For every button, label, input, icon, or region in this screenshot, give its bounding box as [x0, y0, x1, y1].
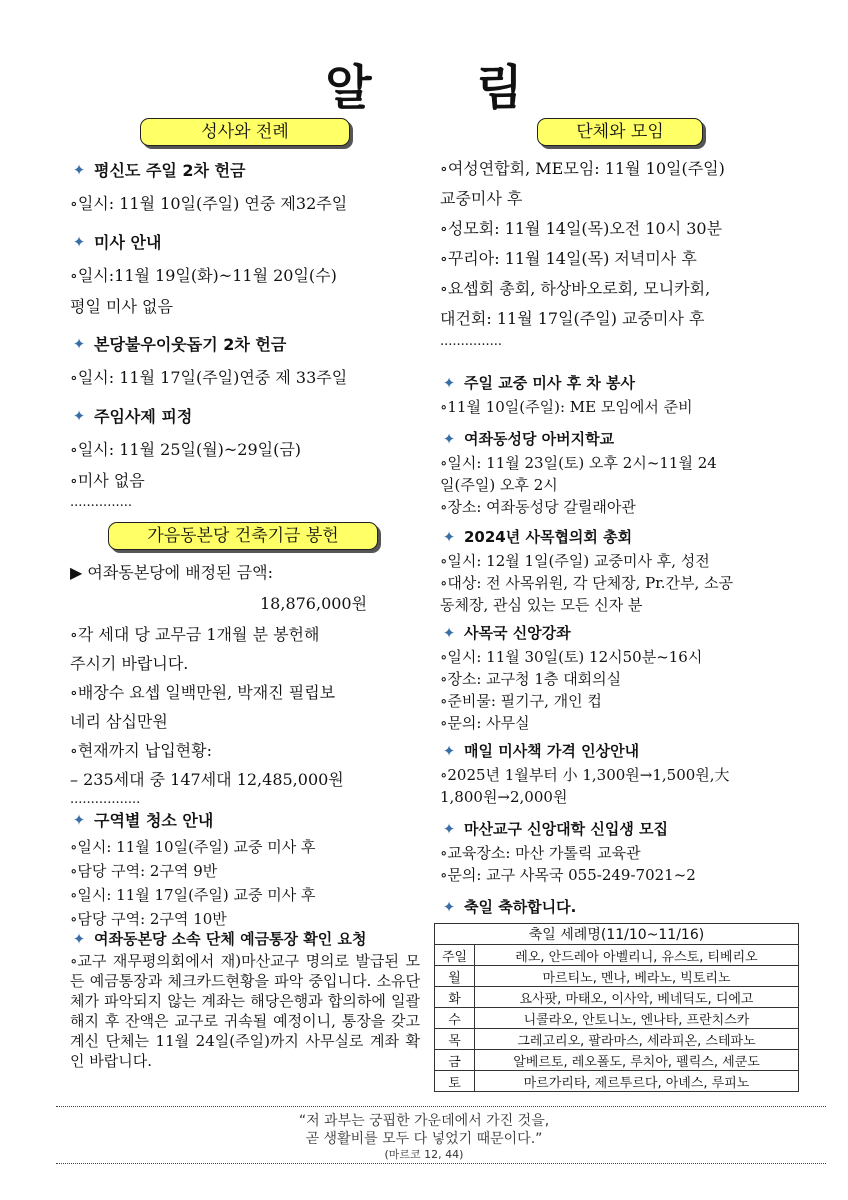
notice-bank-accounts: [70, 928, 420, 1071]
left-column: [70, 118, 420, 1070]
notice-line: ∘2025년 1월부터 小 1,300원→1,500원,大: [440, 766, 730, 784]
notice-line: ∘일시: 11월 17일(주일) 교중 미사 후: [70, 886, 316, 904]
notice-fathers-school: [440, 428, 717, 517]
meetings-list: [440, 154, 800, 349]
notice-tea-service: [440, 372, 693, 417]
fund-line: 네리 삼십만원: [70, 712, 168, 731]
notice-pastoral-council: [440, 526, 733, 615]
notice-cleaning: [70, 808, 316, 929]
notice-retreat: [70, 404, 301, 510]
notice-line: 일(주일) 오후 2시: [440, 476, 558, 494]
star-bullet-icon: ✦: [442, 819, 456, 838]
notice-line: ∘일시: 11월 30일(토) 12시50분~16시: [440, 648, 703, 666]
names-cell: 마르가리타, 제르투르다, 아녜스, 루피노: [475, 1071, 799, 1092]
notice-heading: 본당불우이웃돕기 2차 헌금: [94, 335, 287, 354]
notice-heading: 미사 안내: [94, 233, 162, 252]
notice-heading: 주임사제 피정: [94, 407, 193, 426]
notice-heading: 여좌동본당 소속 단체 예금통장 확인 요청: [94, 930, 367, 948]
star-bullet-icon: ✦: [442, 429, 456, 448]
table-row: [435, 1008, 799, 1029]
notice-missal-price: [440, 740, 730, 807]
notice-line: ∘미사 없음: [70, 471, 145, 490]
day-cell: 수: [435, 1008, 475, 1029]
table-row: [435, 987, 799, 1008]
notice-line: ∘대상: 전 사목위원, 각 단체장, Pr.간부, 소공: [440, 574, 734, 592]
fund-line: – 235세대 중 147세대 12,485,000원: [70, 770, 344, 789]
notice-heading: 여좌동성당 아버지학교: [464, 430, 615, 448]
names-cell: 그레고리오, 팔라마스, 세라피온, 스테파노: [475, 1029, 799, 1050]
notice-line: ∘교육장소: 마산 가톨릭 교육관: [440, 844, 641, 862]
notice-line: ∘일시: 11월 23일(토) 오후 2시~11월 24: [440, 454, 717, 472]
notice-heading: 2024년 사목협의회 총회: [464, 528, 633, 546]
notice-line: ∘장소: 교구청 1층 대회의실: [440, 670, 622, 688]
fund-line: ▶ 여좌동본당에 배정된 금액:: [70, 563, 273, 582]
notice-heading: 축일 축하합니다.: [464, 898, 577, 916]
star-bullet-icon: ✦: [72, 810, 86, 829]
notice-line: ∘장소: 여좌동성당 갈릴래아관: [440, 498, 636, 516]
names-cell: 니콜라오, 안토니노, 엔나타, 프란치스카: [475, 1008, 799, 1029]
meeting-line: ∘여성연합회, ME모임: 11월 10일(주일): [440, 159, 725, 178]
section-label-building-fund: 가음동본당 건축기금 봉헌: [108, 522, 378, 550]
notice-heading: 주일 교중 미사 후 차 봉사: [464, 374, 636, 392]
fund-line: ∘각 세대 당 교무금 1개월 분 봉헌해: [70, 625, 320, 644]
notice-heading: 평신도 주일 2차 헌금: [94, 161, 246, 180]
meeting-line: 교중미사 후: [440, 189, 523, 208]
names-cell: 마르티노, 멘나, 베라노, 빅토리노: [475, 966, 799, 987]
names-cell: 요사팟, 마태오, 이사악, 베네딕도, 디에고: [475, 987, 799, 1008]
meeting-line: ∘성모회: 11월 14일(목)오전 10시 30분: [440, 219, 723, 238]
feast-section: [440, 896, 799, 1092]
dotted-separator: ...............: [440, 334, 502, 349]
notice-line: 동체장, 관심 있는 모든 신자 분: [440, 596, 643, 614]
day-cell: 월: [435, 966, 475, 987]
notice-line: ∘일시: 12월 1일(주일) 교중미사 후, 성전: [440, 552, 710, 570]
day-cell: 목: [435, 1029, 475, 1050]
star-bullet-icon: ✦: [442, 373, 456, 392]
notice-paragraph: ∘교구 재무평의회에서 재)마산교구 명의로 발급된 모든 예금통장과 체크카드현황을 파악 중입니다. 소유단체가 파악되지 않는 계좌는 해당은행과 합의하에 일괄 해지 후 잔액은 교구로 귀속될 예정이니, 통장을 갖고 계신 단체는 11월 24일(주일)까지 사무실로 계좌 확인 바랍니다.: [70, 952, 420, 1070]
section-label-groups: 단체와 모임: [537, 118, 703, 146]
day-cell: 화: [435, 987, 475, 1008]
notice-line: ∘일시: 11월 25일(월)~29일(금): [70, 440, 302, 459]
notice-line: ∘문의: 교구 사목국 055-249-7021~2: [440, 866, 696, 884]
footer-bottom-rule: [56, 1163, 826, 1164]
fund-line: ∘현재까지 납입현황:: [70, 741, 212, 760]
page-title: 알 림: [325, 60, 567, 116]
star-bullet-icon: ✦: [442, 623, 456, 642]
feast-table-title: 축일 세례명(11/10~11/16): [435, 924, 799, 945]
star-bullet-icon: ✦: [72, 406, 86, 425]
table-row: [435, 1071, 799, 1092]
notice-heading: 사목국 신앙강좌: [464, 624, 571, 642]
footer-quote-line-2: 곧 생활비를 모두 다 넣었기 때문이다.”: [305, 1131, 543, 1147]
dotted-separator: .................: [70, 792, 141, 807]
notice-faith-college: [440, 818, 696, 885]
table-row: [435, 1029, 799, 1050]
notice-line: 평일 미사 없음: [70, 297, 173, 316]
notice-line: ∘일시: 11월 10일(주일) 교중 미사 후: [70, 838, 316, 856]
fund-line: 주시기 바랍니다.: [70, 654, 189, 673]
footer-top-rule: [56, 1106, 826, 1107]
day-cell: 주일: [435, 945, 475, 966]
star-bullet-icon: ✦: [72, 929, 86, 948]
notice-line: ∘일시: 11월 10일(주일) 연중 제32주일: [70, 194, 348, 213]
section-label-liturgy: 성사와 전례: [140, 118, 350, 146]
names-cell: 레오, 안드레아 아벨리니, 유스토, 티베리오: [475, 945, 799, 966]
star-bullet-icon: ✦: [72, 160, 86, 179]
notice-faith-lecture: [440, 622, 702, 733]
meeting-line: 대건회: 11월 17일(주일) 교중미사 후: [440, 309, 705, 328]
star-bullet-icon: ✦: [442, 741, 456, 760]
notice-line: ∘문의: 사무실: [440, 714, 530, 732]
star-bullet-icon: ✦: [442, 527, 456, 546]
day-cell: 토: [435, 1071, 475, 1092]
day-cell: 금: [435, 1050, 475, 1071]
notice-line: 1,800원→2,000원: [440, 788, 568, 806]
table-row: [435, 966, 799, 987]
notice-offering-2: [70, 332, 347, 388]
right-column: [440, 118, 800, 1091]
notice-heading: 구역별 청소 안내: [94, 811, 214, 830]
names-cell: 알베르토, 레오폴도, 루치아, 펠릭스, 세쿤도: [475, 1050, 799, 1071]
footer-reference: (마르코 12, 44): [384, 1148, 464, 1161]
footer-quote-line-1: “저 과부는 궁핍한 가운데에서 가진 것을,: [298, 1113, 550, 1129]
table-row: [435, 945, 799, 966]
meeting-line: ∘요셉회 총회, 하상바오로회, 모니카회,: [440, 279, 711, 298]
notice-line: ∘담당 구역: 2구역 9반: [70, 862, 218, 880]
star-bullet-icon: ✦: [72, 232, 86, 251]
notice-heading: 마산교구 신앙대학 신입생 모집: [464, 820, 669, 838]
star-bullet-icon: ✦: [72, 334, 86, 353]
notice-mass: [70, 230, 337, 317]
star-bullet-icon: ✦: [442, 897, 456, 916]
notice-line: ∘일시:11월 19일(화)~11월 20일(수): [70, 266, 337, 285]
fund-amount: 18,876,000원: [260, 594, 368, 613]
notice-line: ∘준비물: 필기구, 개인 컵: [440, 692, 602, 710]
notice-line: ∘11월 10일(주일): ME 모임에서 준비: [440, 398, 693, 416]
notice-line: ∘담당 구역: 2구역 10반: [70, 910, 227, 928]
feast-table: [434, 923, 799, 1092]
fund-line: ∘배장수 요셉 일백만원, 박재진 필립보: [70, 683, 336, 702]
notice-line: ∘일시: 11월 17일(주일)연중 제 33주일: [70, 368, 348, 387]
table-row: [435, 1050, 799, 1071]
building-fund-block: [70, 560, 420, 807]
notice-offering-1: [70, 158, 347, 214]
dotted-separator: ...............: [70, 495, 132, 510]
meeting-line: ∘꾸리아: 11월 14일(목) 저녁미사 후: [440, 249, 697, 268]
notice-heading: 매일 미사책 가격 인상안내: [464, 742, 640, 760]
